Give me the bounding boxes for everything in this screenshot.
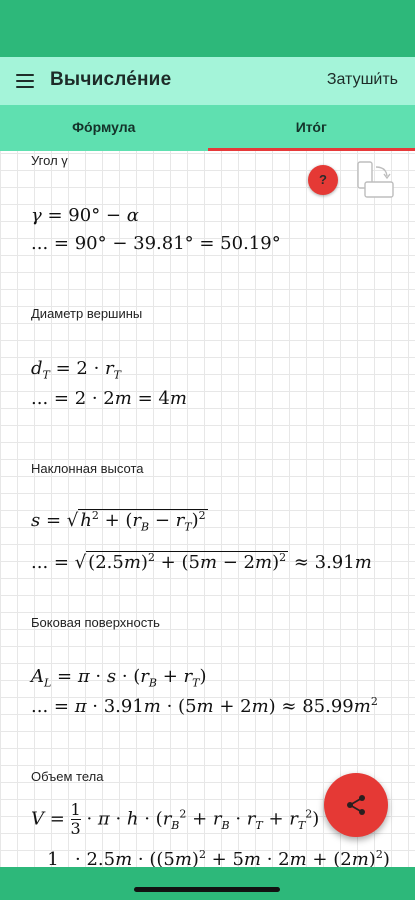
section-title-lateral: Боковая поверхность — [31, 615, 160, 630]
section-title-diameter: Диаметр вершины — [31, 306, 143, 321]
formula-diameter: $d_T = 2 \cdot r_T$ — [31, 358, 121, 382]
menu-icon[interactable] — [16, 74, 34, 88]
formula-angle: γ = 90° − α — [31, 205, 139, 226]
calc-slant: ... = √ $(2.5m)^2 + (5m - 2m)^2 \approx 3.91m$ — [31, 551, 372, 573]
help-icon[interactable]: ? — [308, 165, 338, 195]
formula-slant: s = √ $h^2 + (r_B - r_T)^2$ — [31, 509, 206, 534]
calc-angle: ... = 90° − 39.81° = 50.19° — [31, 233, 281, 254]
clear-button[interactable]: Затуши́ть — [326, 71, 398, 88]
calc-volume: $1 \cdot 2.5m \cdot ((5m)^2 + 5m \cdot 2m + (2m)^2)$ — [47, 848, 390, 867]
formula-volume: V = $\frac{1}{3}$ · $\pi \cdot h \cdot (r_B^2 + r_B \cdot r_T + r_T^2)$ — [31, 800, 320, 838]
calc-diameter: ... = 2 · 2m = 4m — [31, 388, 187, 409]
section-title-angle: Угол γ — [31, 153, 68, 168]
home-indicator[interactable] — [134, 887, 280, 892]
tab-bar — [0, 105, 415, 151]
bottom-bar — [0, 867, 415, 900]
tab-result[interactable]: Ито́г — [208, 105, 415, 151]
status-bar — [0, 0, 415, 57]
section-title-slant: Наклонная высота — [31, 461, 144, 476]
tab-formula[interactable]: Фо́рмула — [72, 119, 136, 135]
formula-lateral: $A_L = \pi \cdot s \cdot (r_B + r_T)$ — [31, 666, 207, 690]
screen-rotate-icon[interactable] — [354, 161, 396, 201]
results-panel — [0, 151, 415, 867]
section-title-volume: Объем тела — [31, 769, 104, 784]
share-icon — [345, 794, 367, 816]
app-title: Вычисле́ние — [50, 69, 172, 90]
share-button[interactable] — [324, 773, 388, 837]
calc-lateral: ... = $\pi \cdot 3.91m \cdot (5m + 2m) \approx 85.99m^2$ — [31, 695, 378, 717]
app-bar — [0, 57, 415, 105]
